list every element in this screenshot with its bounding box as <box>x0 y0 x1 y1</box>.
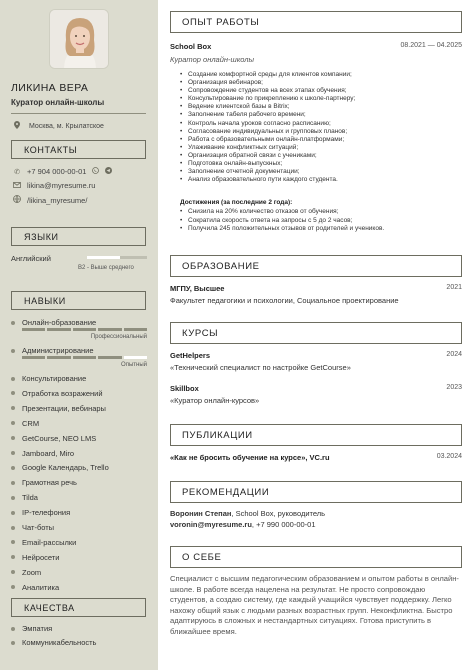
quality-item <box>11 638 96 647</box>
languages-heading: ЯЗЫКИ <box>11 227 146 246</box>
bullet-icon <box>11 641 15 645</box>
skill-level-segment <box>124 356 147 359</box>
map-pin-icon <box>13 121 21 131</box>
bullet-icon <box>11 377 15 381</box>
recommender-email[interactable]: voronin@myresume.ru <box>170 520 252 529</box>
skill-item <box>11 346 94 355</box>
duty-item: • Подготовка онлайн-выпускных; <box>180 160 450 168</box>
recommender-name: Воронин Степан <box>170 509 232 518</box>
recommender-phone[interactable]: , +7 990 000-00-01 <box>251 520 316 529</box>
telegram-icon[interactable] <box>105 167 112 176</box>
whatsapp-icon[interactable] <box>92 167 99 176</box>
skill-item <box>11 374 86 383</box>
skill-name: Грамотная речь <box>22 478 77 488</box>
recommendation-line-1 <box>170 509 325 518</box>
skill-item <box>11 568 41 577</box>
mail-icon <box>13 182 21 190</box>
duty-item: • Организация обратной связи с учениками; <box>180 152 450 160</box>
skill-level-bar <box>22 356 147 359</box>
skill-level-label: Профессиональный <box>90 334 147 340</box>
achievement-item: • Снизила на 20% количество отказов от обучения; <box>180 208 450 217</box>
skill-name: Чат-боты <box>22 523 55 532</box>
experience-dates: 08.2021 — 04.2025 <box>400 42 462 49</box>
skill-item <box>11 449 74 458</box>
course-title: «Куратор онлайн-курсов» <box>170 396 260 405</box>
recommendations-heading: РЕКОМЕНДАЦИИ <box>170 481 462 503</box>
skill-level-segment <box>47 356 70 359</box>
experience-heading: ОПЫТ РАБОТЫ <box>170 11 462 33</box>
quality-name: Эмпатия <box>22 624 53 633</box>
education-faculty: Факультет педагогики и психологии, Социальное проектирование <box>170 296 399 305</box>
experience-position: Куратор онлайн-школы <box>170 55 255 64</box>
location-text: Москва, м. Крылатское <box>29 122 104 130</box>
duty-item: • Сопровождение студентов на всех этапах обучения; <box>180 87 450 95</box>
skill-name: Администрирование <box>22 346 94 355</box>
skill-item <box>11 478 77 487</box>
skill-item <box>11 318 96 327</box>
skill-name: Jamboard, Miro <box>22 448 75 458</box>
skill-level-segment <box>22 328 45 331</box>
about-heading: О СЕБЕ <box>170 546 462 568</box>
skill-item <box>11 404 106 413</box>
skill-level-segment <box>47 328 70 331</box>
course-year: 2023 <box>446 384 462 391</box>
email-text[interactable]: likina@myresume.ru <box>27 181 96 190</box>
skill-name: IP-телефония <box>22 508 71 518</box>
bullet-icon <box>11 585 15 589</box>
course-provider: Skillbox <box>170 384 199 393</box>
skill-level-segment <box>98 356 121 359</box>
recommender-details: , School Box, руководитель <box>231 509 326 518</box>
education-year: 2021 <box>446 284 462 291</box>
skill-name: CRM <box>22 418 40 428</box>
course-provider: GetHelpers <box>170 351 211 360</box>
duty-item: • Создание комфортной среды для клиентов компании; <box>180 71 450 79</box>
achievements-list <box>180 208 450 234</box>
skill-name: GetCourse, NEO LMS <box>22 433 97 443</box>
achievement-item: • Сократила скорость ответа на запросы с 5 до 2 часов; <box>180 217 450 226</box>
bullet-icon <box>11 321 15 325</box>
duty-item: • Консультирование по прикреплению к школе-партнеру; <box>180 95 450 103</box>
skill-name: Google Календарь, Trello <box>22 463 109 473</box>
bullet-icon <box>11 406 15 410</box>
location <box>13 121 104 131</box>
profile-photo <box>49 9 109 69</box>
education-heading: ОБРАЗОВАНИЕ <box>170 255 462 277</box>
courses-heading: КУРСЫ <box>170 322 462 344</box>
bullet-icon <box>11 570 15 574</box>
bullet-icon <box>11 526 15 530</box>
bullet-icon <box>11 391 15 395</box>
bullet-icon <box>11 349 15 353</box>
skill-name: Tilda <box>22 493 38 503</box>
duty-item: • Контроль начала уроков согласно расписанию; <box>180 120 450 128</box>
main-content <box>158 0 473 670</box>
course-title: «Технический специалист по настройке GetCourse» <box>170 363 351 372</box>
skill-item <box>11 583 59 592</box>
skill-level-segment <box>73 328 96 331</box>
language-level-bar <box>87 256 147 259</box>
skill-item <box>11 508 70 517</box>
skill-level-segment <box>98 328 121 331</box>
divider <box>11 113 146 114</box>
skill-name: Нейросети <box>22 552 60 562</box>
course-year: 2024 <box>446 351 462 358</box>
profile-role: Куратор онлайн-школы <box>11 98 105 107</box>
duties-list <box>180 71 450 184</box>
bullet-icon <box>11 436 15 440</box>
skill-level-segment <box>22 356 45 359</box>
about-text: Специалист с высшим педагогическим образованием и опытом работы в онлайн-школе. В работе всегда нацелена на результат. Не просто сопровождаю студентов, а создаю систему, где каждый учащийся чувствует поддержку. Легко нахожу общий язык с людьми разных возрастных групп. Неконфликтна. Быстро адаптируюсь в сложных и нестандартных ситуациях. Готова приступить в ближайшее время. <box>170 574 459 636</box>
duty-item: • Заполнение отчетной документации; <box>180 168 450 176</box>
duty-item: • Организация вебинаров; <box>180 79 450 87</box>
achievements-title: Достижения (за последние 2 года): <box>180 199 293 206</box>
skill-level-segment <box>124 328 147 331</box>
duty-item: • Согласование индивидуальных и групповых планов; <box>180 128 450 136</box>
quality-item <box>11 624 52 633</box>
bullet-icon <box>11 451 15 455</box>
recommendation-line-2 <box>170 520 316 529</box>
skill-level-label: Опытный <box>121 362 147 368</box>
duty-item: • Работа с образовательными онлайн-платформами; <box>180 136 450 144</box>
skill-level-segment <box>73 356 96 359</box>
contact-email <box>13 181 95 190</box>
skill-item <box>11 553 59 562</box>
contact-phone <box>13 167 112 176</box>
phone-text[interactable]: +7 904 000-00-01 <box>27 167 87 176</box>
link-text[interactable]: /likina_myresume/ <box>27 195 88 205</box>
achievement-item: • Получила 245 положительных отзывов от родителей и учеников. <box>180 225 450 234</box>
skill-name: Презентации, вебинары <box>22 403 106 413</box>
bullet-icon <box>11 627 15 631</box>
phone-icon: ✆ <box>14 168 20 176</box>
skills-heading: НАВЫКИ <box>11 291 146 310</box>
bullet-icon <box>11 466 15 470</box>
skill-item <box>11 419 39 428</box>
bullet-icon <box>11 496 15 500</box>
skill-name: Аналитика <box>22 582 60 592</box>
language-level-fill <box>87 256 120 259</box>
bullet-icon <box>11 481 15 485</box>
skill-item <box>11 523 54 532</box>
skill-name: Email-рассылки <box>22 537 77 547</box>
skill-name: Онлайн-образование <box>22 318 97 327</box>
duty-item: • Ведение клиентской базы в Bitrix; <box>180 103 450 111</box>
skill-level-bar <box>22 328 147 331</box>
publication-title[interactable]: «Как не бросить обучение на курсе», VC.ru <box>170 453 330 462</box>
contacts-heading: КОНТАКТЫ <box>11 140 146 159</box>
bullet-icon <box>11 540 15 544</box>
skill-name: Отработка возражений <box>22 388 103 398</box>
profile-name: ЛИКИНА ВЕРА <box>11 82 89 94</box>
bullet-icon <box>11 421 15 425</box>
duty-item: • Улаживание конфликтных ситуаций; <box>180 144 450 152</box>
publication-date: 03.2024 <box>436 453 462 460</box>
duty-item: • Заполнение табеля рабочего времени; <box>180 111 450 119</box>
bullet-icon <box>11 555 15 559</box>
skill-item <box>11 538 76 547</box>
duty-item: • Анализ образовательного пути каждого студента. <box>180 176 450 184</box>
quality-name: Коммуникабельность <box>22 638 97 647</box>
education-school: МГПУ, Высшее <box>170 284 225 293</box>
skill-item <box>11 463 109 472</box>
skill-name: Zoom <box>22 567 42 577</box>
contact-link <box>13 195 87 205</box>
sidebar <box>0 0 158 670</box>
experience-company: School Box <box>170 42 212 51</box>
skill-item <box>11 434 96 443</box>
language-level-label: B2 - Выше среднего <box>78 265 134 271</box>
qualities-heading: КАЧЕСТВА <box>11 598 146 617</box>
skill-item <box>11 493 38 502</box>
skill-name: Консультирование <box>22 374 87 383</box>
skill-item <box>11 389 103 398</box>
globe-icon <box>13 195 21 205</box>
publications-heading: ПУБЛИКАЦИИ <box>170 424 462 446</box>
bullet-icon <box>11 511 15 515</box>
language-name: Английский <box>11 254 51 263</box>
